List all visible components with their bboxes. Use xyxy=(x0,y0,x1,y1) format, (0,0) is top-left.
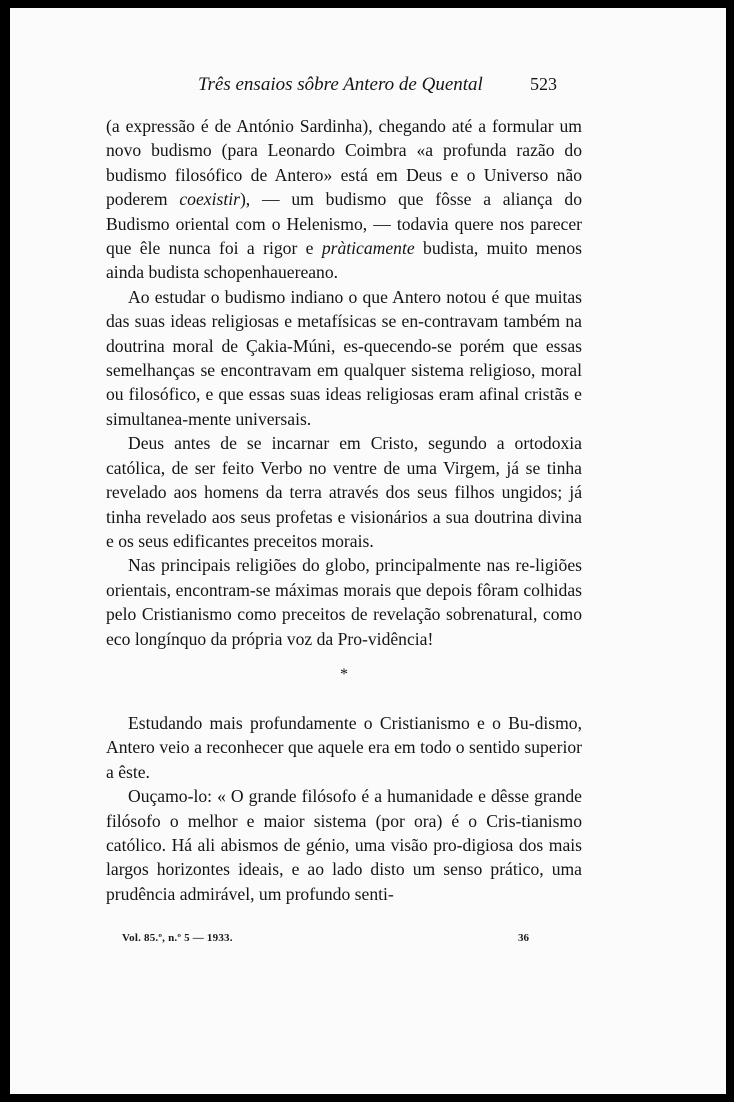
page-footer xyxy=(10,932,726,950)
book-page xyxy=(10,8,726,1094)
text-run: Nas principais religiões do globo, principalmente nas re-ligiões orientais, encontram-se máximas morais que depois fôram colhidas pelo Cristianismo como preceitos de revelação sobrenatural, como eco longínquo da própria voz da Pro-vidência! xyxy=(106,555,582,649)
printer-signature: 36 xyxy=(518,932,529,944)
paragraphs-before-separator xyxy=(106,114,582,651)
emphasized-text: coexistir xyxy=(179,189,240,210)
text-run: Ao estudar o budismo indiano o que Antero notou é que muitas das suas ideas religiosas e metafísicas se en-contravam também na doutrina moral de Çakia-Múni, es-quecendo-se porém que essas semelhanças se encontravam em qualquer sistema religioso, moral ou filosófico, e que essas suas ideas religiosas eram afinal cristãs e simultanea-mente universais. xyxy=(106,286,582,429)
volume-info: Vol. 85.º, n.º 5 — 1933. xyxy=(122,932,233,944)
paragraphs-after-separator xyxy=(106,711,582,906)
emphasized-text: pràticamente xyxy=(321,238,415,259)
paragraph xyxy=(106,114,582,285)
text-run: Deus antes de se incarnar em Cristo, segundo a ortodoxia católica, de ser feito Verbo no ventre de uma Virgem, já se tinha revelado aos homens da terra através dos seus filhos ungidos; já tinha revelado aos seus profetas e visionários a sua doutrina divina e os seus edificantes preceitos morais. xyxy=(106,433,582,551)
text-run: budista, muito menos ainda budista schopenhauereano. xyxy=(106,238,582,283)
paragraph xyxy=(106,553,582,651)
paragraph xyxy=(106,784,582,906)
paragraph xyxy=(106,285,582,431)
paragraph xyxy=(106,711,582,784)
text-run: ), — um budismo que fôsse a aliança do Budismo oriental com o Helenismo, — todavia quere nos parecer que êle nunca foi a rigor e xyxy=(106,189,583,259)
text-run: Estudando mais profundamente o Cristianismo e o Bu-dismo, Antero veio a reconhecer que aquele era em todo o sentido superior a êste. xyxy=(106,712,582,782)
running-header xyxy=(10,74,726,96)
paragraph xyxy=(106,431,582,553)
page-number: 523 xyxy=(530,74,557,94)
section-separator: * xyxy=(340,665,348,683)
running-title: Três ensaios sôbre Antero de Quental xyxy=(198,74,483,95)
body-text xyxy=(106,114,582,906)
text-run: Ouçamo-lo: « O grande filósofo é a humanidade e dêsse grande filósofo o melhor e maior sistema (por ora) é o Cris-tianismo católico. Há ali abismos de génio, uma visão pro-digiosa dos mais largos horizontes ideais, e ao lado disto um senso prático, uma prudência admirável, um profundo senti- xyxy=(106,786,582,904)
text-run: (a expressão é de António Sardinha), chegando até a formular um novo budismo (para Leonardo Coimbra «a profunda razão do budismo filosófico de Antero» está em Deus e o Universo não poderem xyxy=(106,116,582,210)
